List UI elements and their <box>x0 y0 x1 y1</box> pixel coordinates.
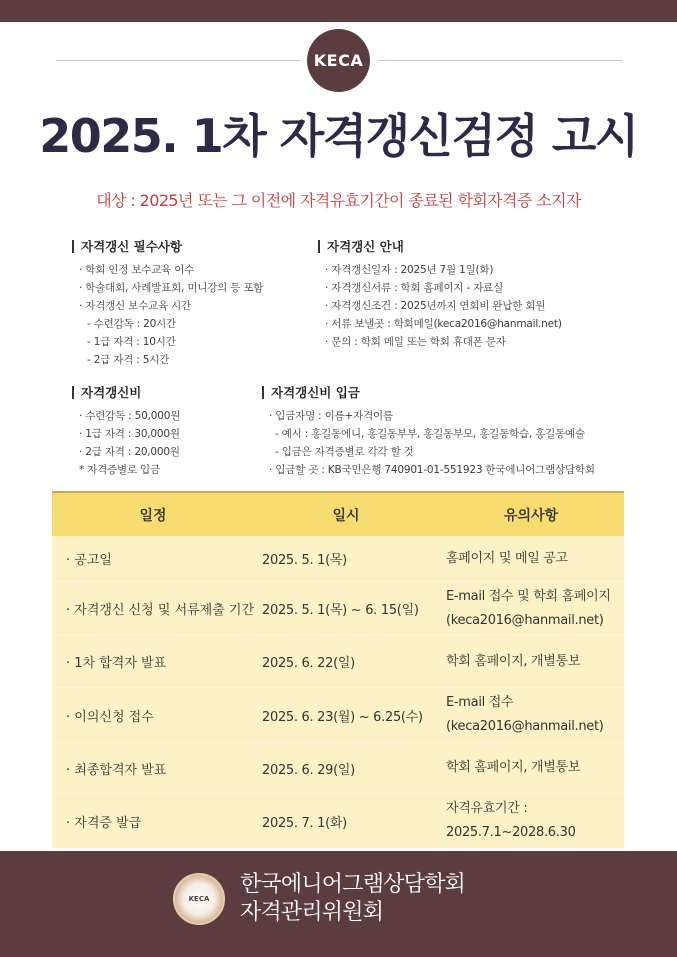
row-event: · 자격증 발급 <box>66 815 142 831</box>
table-row <box>52 636 624 688</box>
organization-name <box>240 871 465 927</box>
row-note: E-mail 접수 (keca2016@hanmail.net) <box>446 695 604 734</box>
table-row <box>52 794 624 848</box>
org-line-1: 한국에니어그램상담학회 <box>240 872 465 897</box>
row-note: E-mail 접수 및 학회 홈페이지 (keca2016@hanmail.net) <box>446 588 611 628</box>
row-note: 학회 홈페이지, 개별통보 <box>446 653 581 669</box>
footer <box>0 851 677 957</box>
header-note: 유의사항 <box>503 507 559 524</box>
deposit-item: - 입금은 자격증별로 각각 할 것 <box>275 446 414 458</box>
schedule-table <box>52 491 624 848</box>
row-note: 자격유효기간 : 2025.7.1~2028.6.30 <box>446 801 576 840</box>
fee-item: · 2급 자격 : 20,000원 <box>79 446 180 458</box>
guide-item: · 문의 : 학회 메일 또는 학회 휴대폰 문자 <box>325 336 506 348</box>
fee-section <box>72 386 180 479</box>
requirement-item: · 학회 인정 보수교육 이수 <box>79 264 195 276</box>
header-date: 일시 <box>332 507 360 524</box>
fee-item: · 1급 자격 : 30,000원 <box>79 428 180 440</box>
org-line-2: 자격관리위원회 <box>240 900 384 925</box>
requirement-item: - 1급 자격 : 10시간 <box>87 336 176 348</box>
requirements-heading: 자격갱신 필수사항 <box>72 240 263 253</box>
target-subtitle: 대상 : 2025년 또는 그 이전에 자격유효기간이 종료된 학회자격증 소지자 <box>96 191 581 210</box>
row-event: · 최종합격자 발표 <box>66 762 167 778</box>
row-date: 2025. 6. 29(일) <box>262 762 355 778</box>
row-event: · 공고일 <box>66 553 112 568</box>
divider-left <box>56 60 300 61</box>
table-row <box>52 688 624 743</box>
row-note: 홈페이지 및 메일 공고 <box>446 550 568 566</box>
row-event: · 1차 합격자 발표 <box>66 656 167 671</box>
guide-item: · 자격갱신일자 : 2025년 7월 1일(화) <box>325 264 494 276</box>
row-date: 2025. 6. 23(월) ~ 6.25(수) <box>262 709 423 725</box>
requirement-item: · 자격갱신 보수교육 시간 <box>79 300 191 312</box>
enneagram-logo-icon: KECA <box>173 873 225 925</box>
row-date: 2025. 6. 22(일) <box>262 656 355 671</box>
table-row <box>52 536 624 582</box>
row-date: 2025. 5. 1(목) ~ 6. 15(일) <box>262 603 419 618</box>
guide-heading: 자격갱신 안내 <box>318 240 562 253</box>
divider-right <box>378 60 622 61</box>
deposit-heading: 자격갱신비 입금 <box>262 386 595 399</box>
table-row <box>52 582 624 636</box>
keca-logo: KECA <box>307 29 370 92</box>
fee-heading: 자격갱신비 <box>72 386 180 399</box>
top-bar <box>0 0 677 22</box>
guide-item: · 자격갱신조건 : 2025년까지 연회비 완납한 회원 <box>325 300 546 312</box>
guide-item: · 자격갱신서류 : 학회 홈페이지 - 자료실 <box>325 282 504 294</box>
row-note: 학회 홈페이지, 개별통보 <box>446 760 581 775</box>
deposit-item: - 예시 : 홍길동에니, 홍길동부부, 홍길동부모, 홍길동학습, 홍길동예술 <box>275 428 585 440</box>
fee-note: * 자격증별로 입금 <box>79 464 160 476</box>
row-event: · 자격갱신 신청 및 서류제출 기간 <box>66 603 255 618</box>
header-event: 일정 <box>139 507 167 524</box>
guide-section <box>318 240 562 351</box>
table-row <box>52 743 624 794</box>
row-date: 2025. 5. 1(목) <box>262 553 347 568</box>
fee-item: · 수련감독 : 50,000원 <box>79 410 181 422</box>
requirement-item: - 수련감독 : 20시간 <box>87 318 176 330</box>
row-date: 2025. 7. 1(화) <box>262 815 347 831</box>
guide-item: · 서류 보낼곳 : 학회메일(keca2016@hanmail.net) <box>325 318 562 330</box>
row-event: · 이의신청 접수 <box>66 709 154 725</box>
deposit-section <box>262 386 595 479</box>
schedule-header <box>52 493 624 536</box>
requirements-section <box>72 240 263 369</box>
page-title: 2025. 1차 자격갱신검정 고시 <box>39 109 638 163</box>
deposit-item: · 입금할 곳 : KB국민은행 740901-01-551923 한국에니어그램상담학회 <box>269 464 595 476</box>
requirement-item: - 2급 자격 : 5시간 <box>87 354 170 366</box>
deposit-item: · 입금자명 : 이름+자격이름 <box>269 410 393 422</box>
requirement-item: · 학술대회, 사례발표회, 미니강의 등 포함 <box>79 282 264 294</box>
